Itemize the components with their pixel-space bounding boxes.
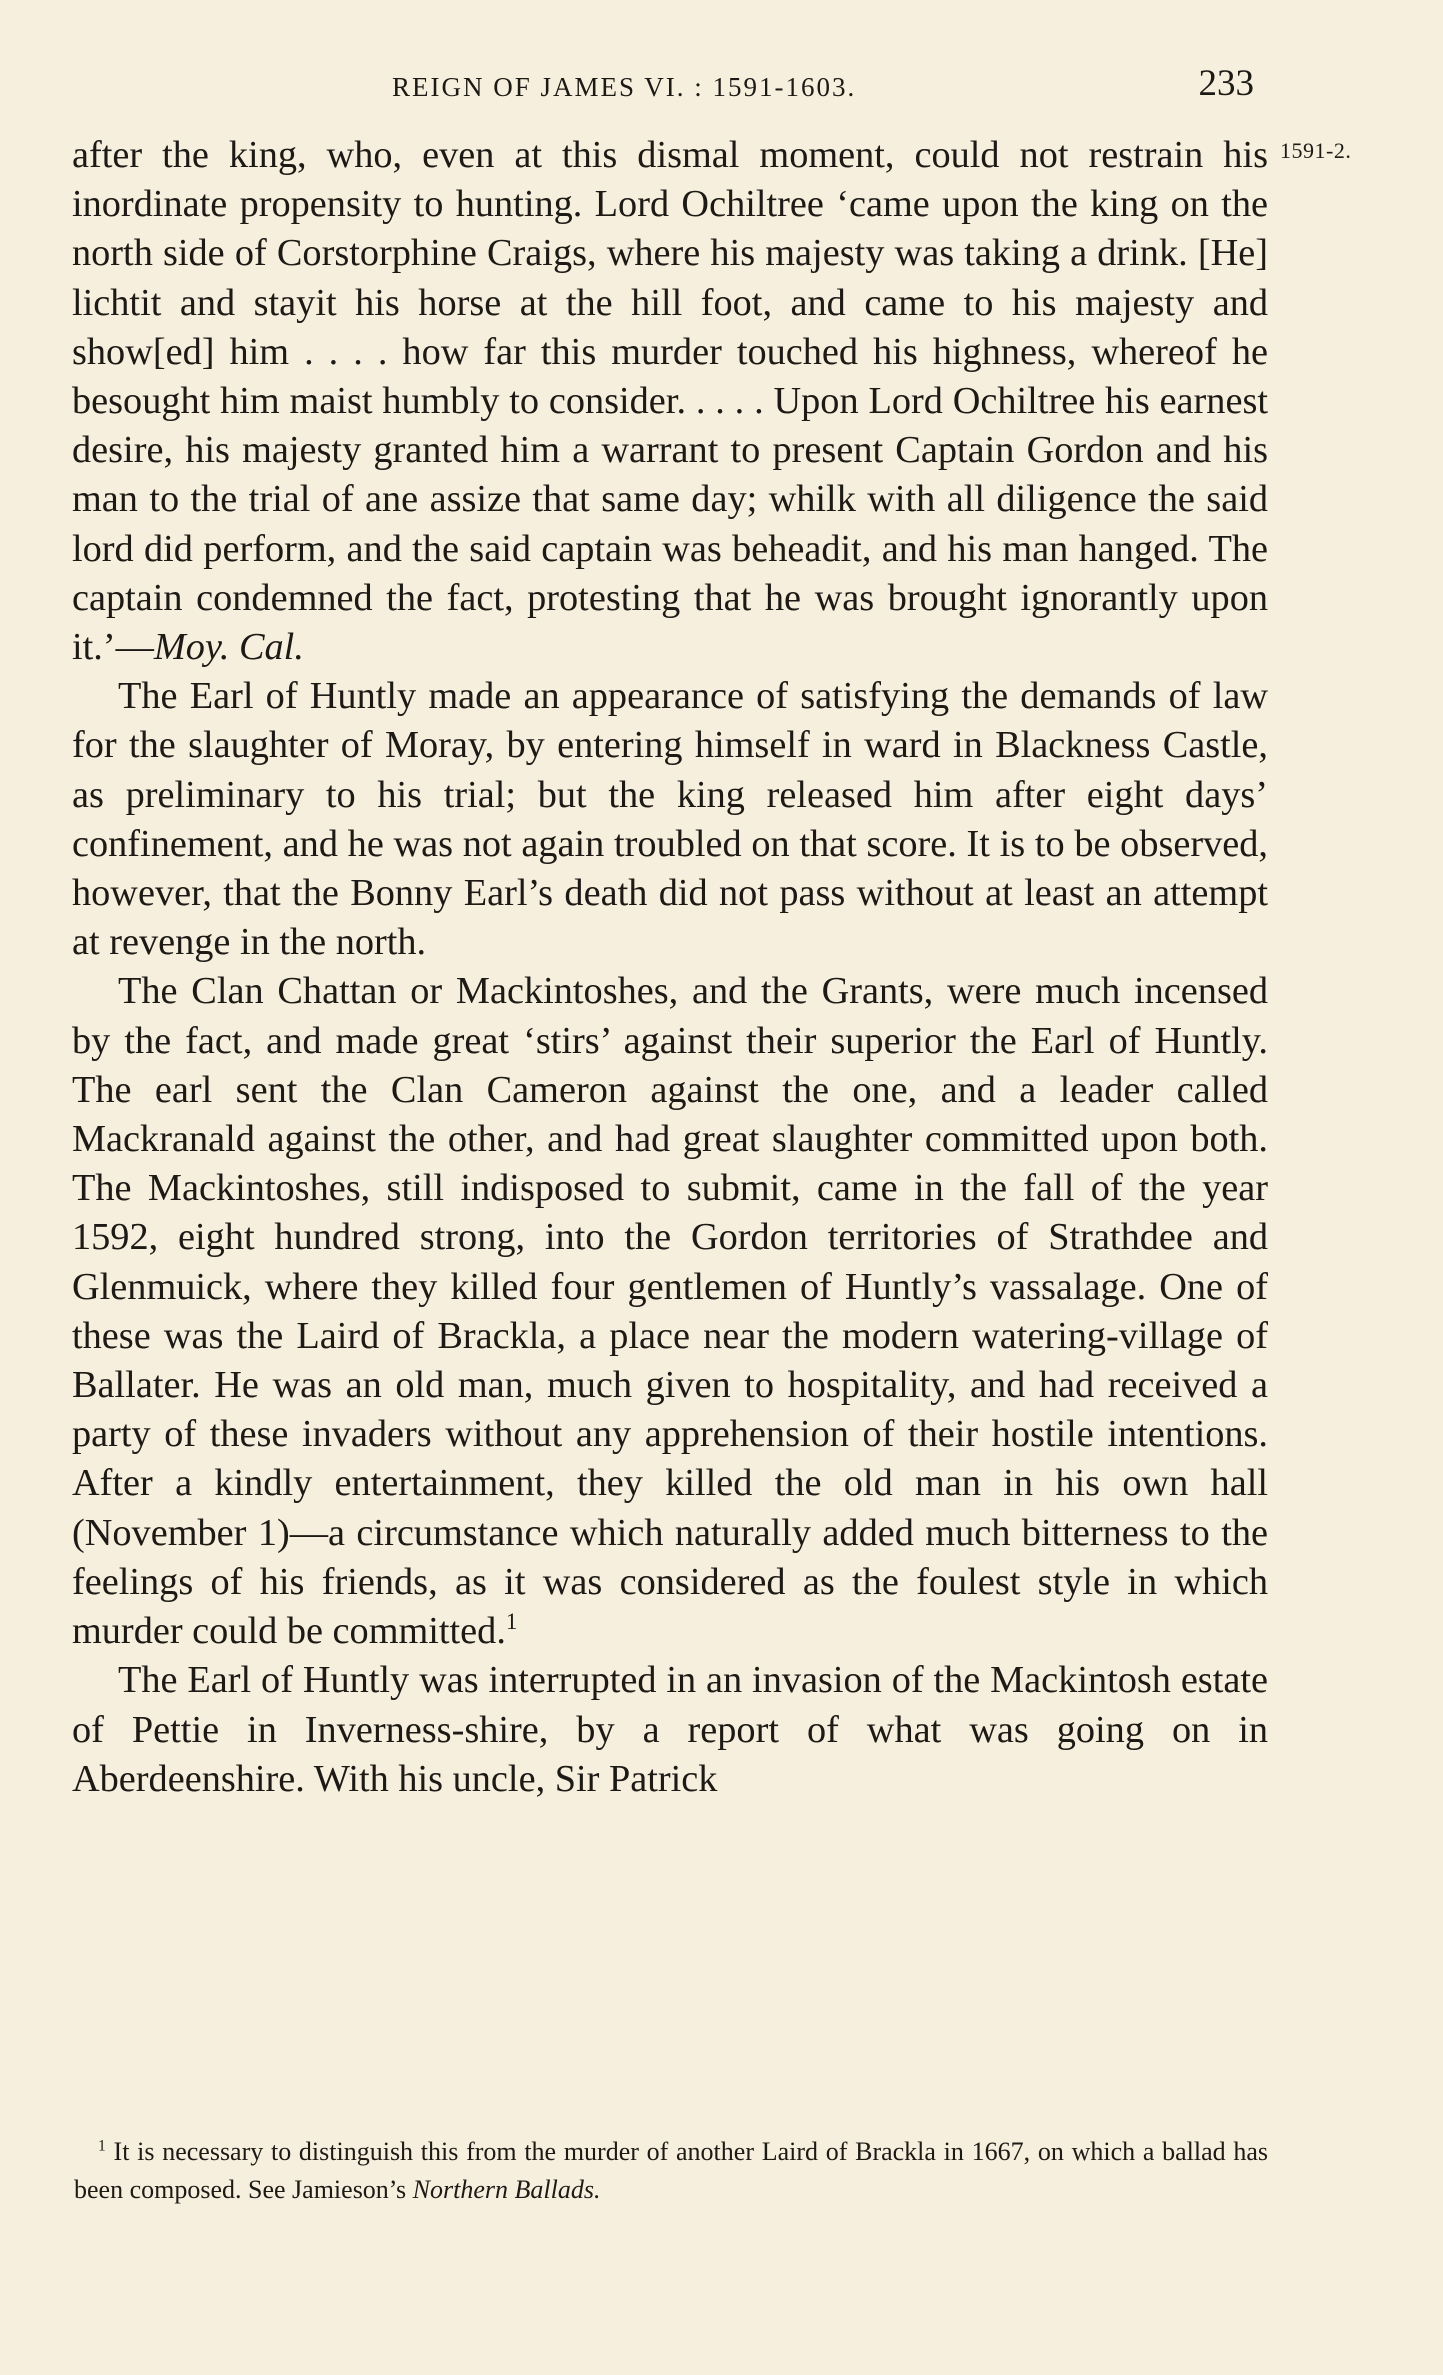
citation: Moy. Cal. xyxy=(153,626,304,669)
paragraph xyxy=(72,967,1268,1656)
margin-date-note: 1591-2. xyxy=(1280,138,1352,163)
paragraph-text: after the king, who, even at this dismal moment, could not restrain his inordinate propensity to hunting. Lord Ochiltree ‘came upon the king on the north side of Corstorphine Craigs, where his majesty was taking a drink. [He] lichtit and stayit his horse at the hill foot, and came to his majesty and show[ed] him . . . . how far this murder touched his highness, whereof he besought him maist humbly to consider. . . . . Upon Lord Ochiltree his earnest desire, his majesty granted him a warrant to present Captain Gordon and his man to the trial of ane assize that same day; whilk with all diligence the said lord did perform, and the said captain was beheadit, and his man hanged. The captain condemned the fact, protesting that he was brought ignorantly upon it.’— xyxy=(72,134,1268,669)
footnote-reference[interactable]: 1 xyxy=(505,1609,518,1635)
footnote xyxy=(74,2133,1268,2209)
paragraph-text: The Earl of Huntly was interrupted in an invasion of the Mackintosh estate of Pettie in Inverness-shire, by a report of what was going on in Aberdeenshire. With his uncle, Sir Patrick xyxy=(72,1659,1268,1800)
footnote-marker: 1 xyxy=(98,2137,106,2155)
footnote-book-title: Northern Ballads. xyxy=(412,2175,601,2204)
page-number: 233 xyxy=(1198,63,1254,104)
paragraph xyxy=(72,672,1268,967)
running-header xyxy=(72,58,1262,108)
paragraph-text: The Clan Chattan or Mackintoshes, and the Grants, were much incensed by the fact, and made great ‘stirs’ against their superior the Earl of Huntly. The earl sent the Clan Cameron against the one, and a leader called Mackranald against the other, and had great slaughter committed upon both. The Mackintoshes, still indisposed to submit, came in the fall of the year 1592, eight hundred strong, into the Gordon territories of Strathdee and Glenmuick, where they killed four gentlemen of Huntly’s vassalage. One of these was the Laird of Brackla, a place near the modern watering-village of Ballater. He was an old man, much given to hospitality, and had received a party of these invaders without any apprehension of their hostile intentions. After a kindly entertainment, they killed the old man in his own hall (November 1)—a circumstance which naturally added much bitterness to the feelings of his friends, as it was considered as the foulest style in which murder could be committed. xyxy=(72,970,1268,1653)
paragraph xyxy=(72,1656,1268,1804)
paragraph-text: The Earl of Huntly made an appearance of satisfying the demands of law for the slaughter of Moray, by entering himself in ward in Blackness Castle, as preliminary to his trial; but the king released him after eight days’ confinement, and he was not again troubled on that score. It is to be observed, however, that the Bonny Earl’s death did not pass without at least an attempt at revenge in the north. xyxy=(72,675,1268,964)
footnote-text: It is necessary to distinguish this from the murder of another Laird of Brackla in 1667, on which a ballad has been composed. See Jamieson’s xyxy=(74,2137,1269,2204)
paragraph-continuation xyxy=(72,131,1268,672)
body-text xyxy=(72,131,1268,1804)
running-head-title: REIGN OF JAMES VI. : 1591-1603. xyxy=(392,72,857,102)
footnotes xyxy=(74,2133,1268,2209)
